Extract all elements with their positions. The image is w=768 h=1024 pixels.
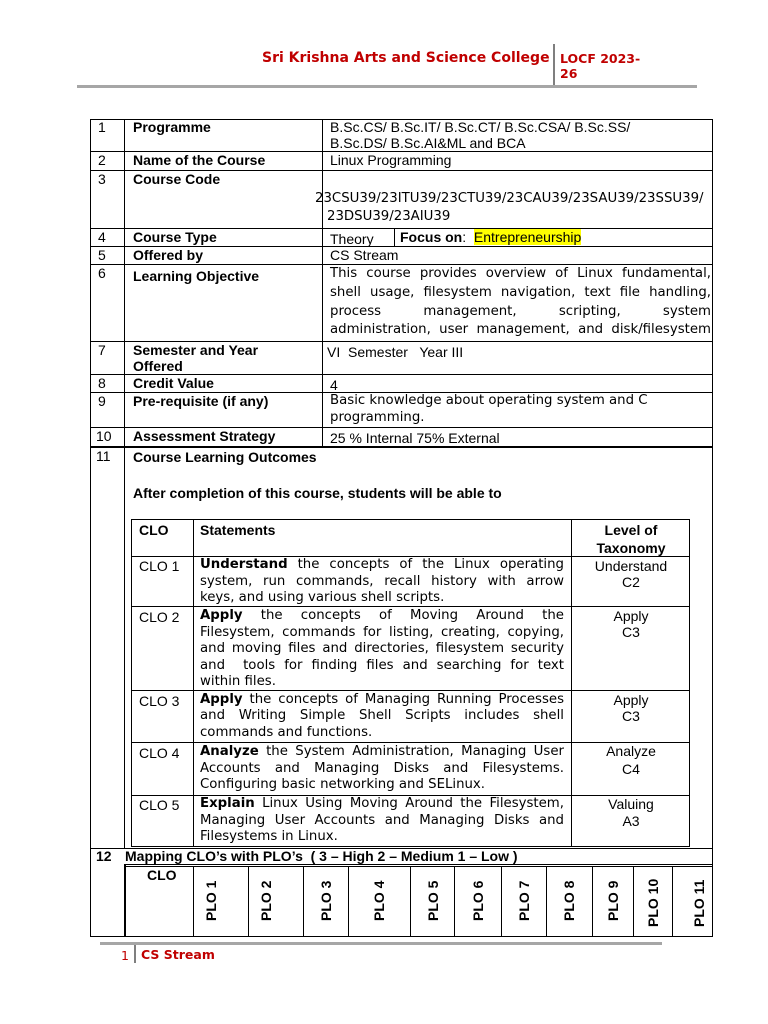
clo-4-line-2: Accounts and Managing Disks and Filesystems. bbox=[200, 761, 564, 776]
clo-4-level: Analyze bbox=[606, 743, 656, 759]
row-no-4: 4 bbox=[98, 229, 106, 245]
plo-11-header: PLO 11 bbox=[691, 879, 707, 927]
learning-objective-line-1: This course provides overview of Linux fundamental, bbox=[330, 266, 711, 281]
clo-4-line-1: Analyze the System Administration, Managing User bbox=[200, 744, 564, 759]
footer-label: CS Stream bbox=[141, 947, 215, 962]
plo-5-header: PLO 5 bbox=[425, 880, 441, 921]
programme-value-2: B.Sc.DS/ B.Sc.AI&ML and BCA bbox=[330, 135, 526, 151]
college-name: Sri Krishna Arts and Science College bbox=[262, 50, 550, 66]
focus-on: Focus on: Entrepreneurship bbox=[400, 229, 582, 245]
header-rule bbox=[77, 85, 697, 88]
semester-label-2: Offered bbox=[133, 358, 183, 374]
clo-1-line-1: Understand the concepts of the Linux operating bbox=[200, 557, 564, 572]
clo-1-code: C2 bbox=[622, 574, 640, 590]
credit-value: 4 bbox=[330, 377, 338, 393]
row-no-11: 11 bbox=[96, 448, 111, 464]
plo-2-header: PLO 2 bbox=[258, 880, 274, 921]
clo-3-level: Apply bbox=[613, 692, 649, 708]
row-no-8: 8 bbox=[98, 375, 106, 391]
locf-label bbox=[560, 51, 650, 81]
course-type-label: Course Type bbox=[133, 229, 217, 245]
course-type-value: Theory bbox=[330, 231, 374, 247]
plo-6-header: PLO 6 bbox=[470, 880, 486, 921]
focus-label: Focus on bbox=[400, 229, 463, 245]
prerequisite-value-1: Basic knowledge about operating system and C bbox=[330, 393, 648, 408]
clo-4-line-3: Configuring basic networking and SELinux. bbox=[200, 777, 486, 792]
focus-value: Entrepreneurship bbox=[473, 229, 582, 245]
statements-header: Statements bbox=[200, 522, 276, 538]
assessment-label: Assessment Strategy bbox=[133, 428, 276, 444]
learning-objective-label: Learning Objective bbox=[133, 268, 260, 284]
programme-label: Programme bbox=[133, 119, 211, 135]
course-code-value-1: 23CSU39/23ITU39/23CTU39/23CAU39/23SAU39/23SSU39/ bbox=[315, 191, 704, 206]
clo-2-line-1: Apply the concepts of Moving Around the bbox=[200, 608, 564, 623]
clo-2-line-3: and moving files and directories, filesystem security bbox=[200, 641, 564, 656]
clo-3-line-3: commands and functions. bbox=[200, 725, 373, 740]
plo-7-header: PLO 7 bbox=[516, 880, 532, 921]
plo-4-header: PLO 4 bbox=[371, 880, 387, 921]
row-no-6: 6 bbox=[98, 265, 106, 281]
footer-divider bbox=[134, 945, 136, 963]
row-no-1: 1 bbox=[98, 119, 106, 135]
clo-2-code: C3 bbox=[622, 624, 640, 640]
clo-5-level: Valuing bbox=[608, 796, 654, 812]
course-name-value: Linux Programming bbox=[330, 152, 452, 168]
course-code-label: Course Code bbox=[133, 171, 221, 187]
locf-line1: LOCF 2023- bbox=[560, 51, 641, 66]
mapping-title: Mapping CLO’s with PLO’s ( 3 – High 2 – Medium 1 – Low ) bbox=[125, 848, 518, 864]
clo-section-subtitle: After completion of this course, students will be able to bbox=[133, 485, 502, 501]
prerequisite-label: Pre-requisite (if any) bbox=[133, 393, 269, 409]
row-no-10: 10 bbox=[96, 428, 112, 444]
clo-5-line-3: Filesystems in Linux. bbox=[200, 829, 338, 844]
clo-2-level: Apply bbox=[613, 608, 649, 624]
offered-by-value: CS Stream bbox=[330, 247, 399, 263]
clo-1-line-2: system, run commands, recall history with arrow bbox=[200, 574, 564, 589]
course-code-value-2: 23DSU39/23AIU39 bbox=[327, 209, 451, 224]
clo-section-title: Course Learning Outcomes bbox=[133, 449, 317, 465]
clo-5-id: CLO 5 bbox=[139, 797, 180, 813]
programme-value-1: B.Sc.CS/ B.Sc.IT/ B.Sc.CT/ B.Sc.CSA/ B.Sc.SS/ bbox=[330, 119, 631, 135]
plo-9-header: PLO 9 bbox=[605, 880, 621, 921]
plo-3-header: PLO 3 bbox=[318, 880, 334, 921]
plo-10-header: PLO 10 bbox=[645, 878, 661, 927]
row-no-2: 2 bbox=[98, 152, 106, 168]
semester-value: VI Semester Year III bbox=[327, 344, 464, 360]
clo-1-level: Understand bbox=[594, 558, 668, 574]
level-header-1: Level of bbox=[604, 522, 658, 538]
clo-2-line-2: Filesystem, commands for listing, creating, copying, bbox=[200, 625, 564, 640]
clo-3-line-1: Apply the concepts of Managing Running Processes bbox=[200, 692, 564, 707]
clo-3-line-2: and Writing Simple Shell Scripts includes shell bbox=[200, 708, 564, 723]
semester-label-1: Semester and Year bbox=[133, 342, 259, 358]
plo-8-header: PLO 8 bbox=[561, 880, 577, 921]
clo-1-id: CLO 1 bbox=[139, 558, 180, 574]
clo-header: CLO bbox=[139, 522, 169, 538]
row-no-5: 5 bbox=[98, 247, 106, 263]
row-no-12: 12 bbox=[96, 848, 112, 864]
learning-objective-line-2: shell usage, filesystem navigation, text file handling, bbox=[330, 285, 711, 300]
clo-4-id: CLO 4 bbox=[139, 745, 180, 761]
clo-2-line-4: and tools for finding files and searching for text bbox=[200, 658, 564, 673]
clo-5-line-2: Managing User Accounts and Managing Disks and bbox=[200, 813, 564, 828]
row-no-3: 3 bbox=[98, 171, 106, 187]
row-no-9: 9 bbox=[98, 393, 106, 409]
clo-5-code: A3 bbox=[622, 813, 640, 829]
clo-4-code: C4 bbox=[622, 761, 640, 777]
prerequisite-value-2: programming. bbox=[330, 410, 425, 425]
learning-objective-line-3: process management, scripting, system bbox=[330, 304, 711, 319]
page-number: 1 bbox=[121, 948, 129, 963]
offered-by-label: Offered by bbox=[133, 247, 204, 263]
clo-3-id: CLO 3 bbox=[139, 693, 180, 709]
clo-1-line-3: keys, and using various shell scripts. bbox=[200, 590, 445, 605]
course-name-label: Name of the Course bbox=[133, 152, 266, 168]
clo-3-code: C3 bbox=[622, 708, 640, 724]
assessment-value: 25 % Internal 75% External bbox=[330, 430, 500, 446]
credit-label: Credit Value bbox=[133, 375, 214, 391]
clo-2-line-5: within files. bbox=[200, 674, 276, 689]
level-header-2: Taxonomy bbox=[596, 540, 666, 556]
footer-rule bbox=[100, 942, 662, 945]
clo-5-line-1: Explain Linux Using Moving Around the Filesystem, bbox=[200, 796, 564, 811]
locf-line2: 26 bbox=[560, 66, 578, 81]
plo-1-header: PLO 1 bbox=[203, 880, 219, 921]
learning-objective-line-4: administration, user management, and disk/filesystem bbox=[330, 322, 711, 337]
clo-2-id: CLO 2 bbox=[139, 609, 180, 625]
row-no-7: 7 bbox=[98, 342, 106, 358]
mapping-clo-header: CLO bbox=[147, 867, 177, 883]
header-divider bbox=[553, 44, 555, 86]
